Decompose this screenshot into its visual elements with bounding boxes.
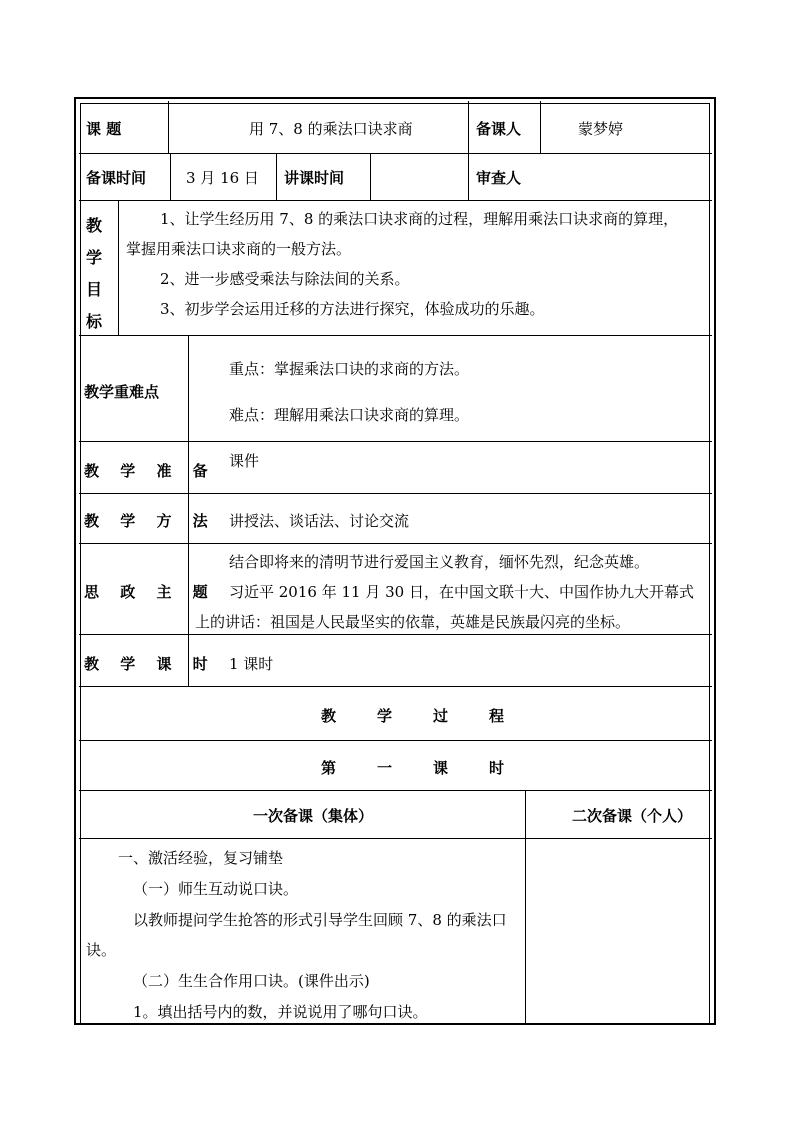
body-line: （二）生生合作用口诀。(课件出示) (133, 972, 370, 990)
body-line: 以教师提问学生抢答的形式引导学生回顾 7、8 的乘法口 (133, 911, 507, 929)
row-divider (79, 200, 712, 201)
column-divider (370, 153, 371, 200)
body-line: （一）师生互动说口诀。 (133, 880, 299, 898)
column-divider (168, 101, 169, 153)
goal-line: 3、初步学会运用迁移的方法进行探究，体验成功的乐趣。 (160, 300, 545, 318)
ideology-line: 习近平 2016 年 11 月 30 日，在中国文联十大、中国作协九大开幕式 (229, 583, 694, 601)
ideology-label: 思 政 主 题 (84, 583, 216, 601)
goals-label-char: 教 (85, 216, 102, 235)
preparer-value: 蒙梦婷 (578, 120, 624, 138)
column-divider (540, 101, 541, 153)
ideology-line: 结合即将来的清明节进行爱国主义教育，缅怀先烈，纪念英雄。 (229, 553, 650, 571)
goals-label-char: 学 (85, 248, 102, 267)
process-heading-char: 过 (433, 707, 449, 725)
row-divider (79, 441, 712, 442)
hard-point: 难点：理解用乘法口诀求商的算理。 (229, 406, 470, 424)
ideology-line: 上的讲话：祖国是人民最坚实的依靠，英雄是民族最闪亮的坐标。 (195, 613, 631, 631)
prep-time-value: 3 月 16 日 (186, 169, 259, 187)
topic-value: 用 7、8 的乘法口诀求商 (249, 120, 413, 138)
goal-line: 2、进一步感受乘法与除法间的关系。 (160, 270, 410, 288)
periods-value: 1 课时 (229, 655, 274, 673)
preparation-value: 课件 (229, 452, 260, 470)
second-prep-heading: 二次备课（个人） (572, 807, 693, 825)
row-divider (79, 686, 712, 687)
row-divider (79, 838, 712, 839)
difficulty-label: 教学重难点 (84, 383, 160, 401)
row-divider (79, 335, 712, 336)
goal-line: 1、让学生经历用 7、8 的乘法口诀求商的过程，理解用乘法口诀求商的算理， (160, 210, 679, 228)
column-divider (468, 101, 469, 200)
first-prep-heading: 一次备课（集体） (253, 807, 374, 825)
preparer-label: 备课人 (476, 120, 522, 138)
goals-label (84, 210, 104, 338)
row-divider (79, 740, 712, 741)
reviewer-label: 审查人 (476, 169, 522, 187)
row-divider (79, 634, 712, 635)
row-divider (79, 153, 712, 154)
key-point: 重点：掌握乘法口诀的求商的方法。 (229, 360, 470, 378)
lesson-heading-char: 第 (321, 759, 337, 777)
column-divider (118, 200, 119, 335)
process-heading-char: 学 (377, 707, 393, 725)
body-line: 一、激活经验，复习铺垫 (118, 849, 284, 867)
column-divider (525, 790, 526, 1025)
lesson-heading-char: 一 (377, 759, 393, 777)
method-value: 讲授法、谈话法、讨论交流 (229, 512, 410, 530)
prep-time-label: 备课时间 (86, 169, 147, 187)
column-divider (276, 153, 277, 200)
topic-label: 课 题 (86, 120, 122, 138)
periods-label: 教 学 课 时 (84, 655, 216, 673)
process-heading-char: 教 (321, 707, 337, 725)
goals-label-char: 标 (85, 312, 102, 331)
lecture-time-label: 讲课时间 (284, 169, 345, 187)
preparation-label: 教 学 准 备 (84, 462, 216, 480)
lesson-heading-char: 时 (489, 759, 505, 777)
row-divider (79, 493, 712, 494)
process-heading-char: 程 (489, 707, 505, 725)
row-divider (79, 543, 712, 544)
row-divider (79, 790, 712, 791)
body-line: 1。填出括号内的数，并说说用了哪句口诀。 (133, 1003, 428, 1021)
goals-label-char: 目 (85, 280, 102, 299)
method-label: 教 学 方 法 (84, 512, 216, 530)
goal-line: 掌握用乘法口诀求商的一般方法。 (126, 240, 352, 258)
column-divider (170, 153, 171, 200)
lesson-heading-char: 课 (433, 759, 449, 777)
body-line: 诀。 (86, 941, 117, 959)
